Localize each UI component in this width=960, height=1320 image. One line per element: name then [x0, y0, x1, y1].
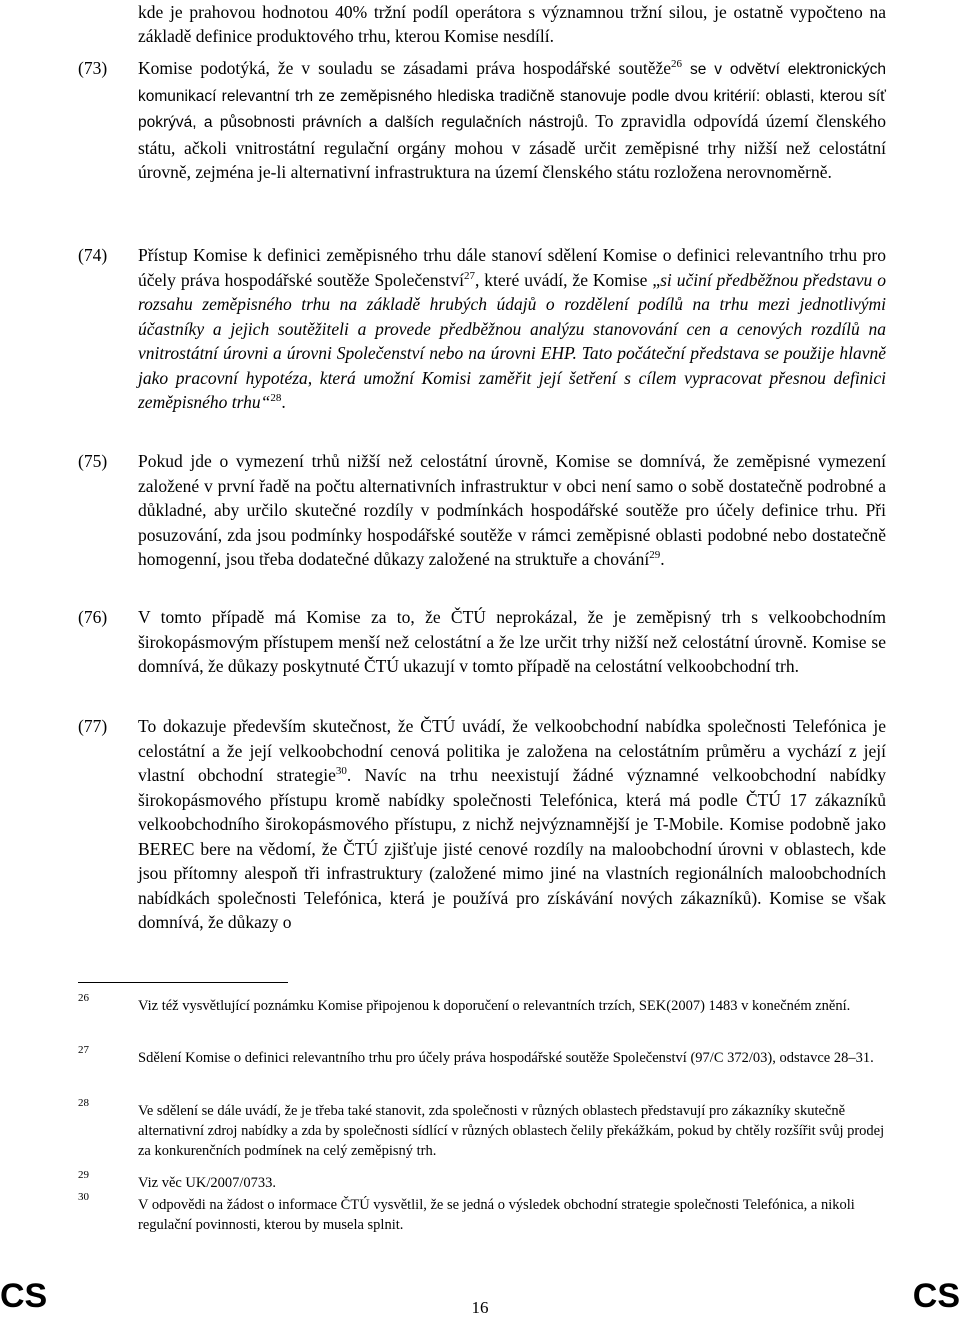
paragraph-body: To dokazuje především skutečnost, že ČTÚ uvádí, že velkoobchodní nabídka společnosti Telefónica je celostátní a že její velkoobchodní cenová politika je založena na celostátním průměru a vychází z její vlastní obchodní strategie$^{30}$. Navíc na trhu neexistují žádné významné velkoobchodní nabídky širokopásmového přístupu kromě nabídky společnosti Telefónica, která má podle ČTÚ 17 zákazníků velkoobchodního širokopásmového přístupu, z nichž nejvýznamnější je T-Mobile. Komise podobně jako BEREC bere na vědomí, že ČTÚ zjišťuje jisté cenové rozdíly na maloobchodní úrovni v oblastech, kde jsou přítomny alespoň tři infrastruktury (založené mimo jiné na vlastních regionálních maloobchodních nabídkách společnosti Telefónica, která je používá pro získávání nových zákazníků). Komise se však domnívá, že důkazy o — [138, 716, 886, 932]
footnote-number: 28 — [78, 1097, 89, 1109]
page-number: 16 — [471, 1298, 489, 1317]
footnote-ref-26[interactable]: 26 — [671, 58, 683, 70]
footnote-number: 26 — [78, 992, 89, 1004]
footnote-number: 30 — [78, 1191, 89, 1203]
footnote-text: Viz věc UK/2007/0733. — [138, 1175, 277, 1191]
footnote-ref-27[interactable]: 27 — [463, 269, 475, 282]
footnote-number: 27 — [78, 1044, 89, 1056]
footnote-separator — [78, 982, 288, 983]
paragraph-number: (77) — [78, 716, 108, 736]
paragraph-number: (76) — [78, 607, 108, 627]
footnote-text: Sdělení Komise o definici relevantního trhu pro účely práva hospodářské soutěže Společenství (97/C 372/03), odstavce 28–31. — [138, 1050, 874, 1066]
language-code-right: CS — [912, 1277, 960, 1315]
paragraph-body: V tomto případě má Komise za to, že ČTÚ neprokázal, že je zeměpisný trh s velkoobchodním širokopásmovým přístupem menší než celostátní a že lze určit trhy nižší než celostátní úrovně. Komise se domnívá, že důkazy poskytnuté ČTÚ ukazují v tomto případě na celostátní velkoobchodní trh. — [138, 607, 886, 676]
paragraph-number: (73) — [78, 58, 108, 78]
paragraph-number: (75) — [78, 451, 108, 471]
footnote-text: V odpovědi na žádost o informace ČTÚ vysvětlil, že se jedná o výsledek obchodní strategie společnosti Telefónica, a nikoli regulační povinnosti, kterou by musela splnit. — [138, 1197, 855, 1233]
paragraph-body: Přístup Komise k definici zeměpisného trhu dále stanoví sdělení Komise o definici relevantního trhu pro účely práva hospodářské soutěže Společenství$^{27}$, které uvádí, že Komise „si učiní předběžnou představu o rozsahu zeměpisného trhu na základě hrubých údajů o rozdělení podílů na trhu mezi jednotlivými účastníky a jejich soutěžiteli a provede předběžnou analýzu stanovování cen a cenových rozdílů na vnitrostátní úrovni a úrovni Společenství nebo na úrovni EHP. Tato počáteční představa se použije hlavně jako pracovní hypotéza, která umožní Komisi zaměřit její šetření s cílem vypracovat přesnou definici zeměpisného trhu“$^{28}$. — [138, 245, 886, 412]
language-code-left: CS — [0, 1277, 48, 1315]
footnote-text: Viz též vysvětlující poznámku Komise připojenou k doporučení o relevantních trzích, SEK(2007) 1483 v konečném znění. — [138, 998, 851, 1014]
footnote-number: 29 — [78, 1169, 89, 1181]
continuation-text: kde je prahovou hodnotou 40% tržní podíl operátora s významnou tržní silou, je ostatně vypočteno na základě definice produktového trhu, kterou Komise nesdílí. — [138, 2, 886, 46]
footnote-text: Ve sdělení se dále uvádí, že je třeba také stanovit, zda společnosti v různých oblastech představují pro zákazníky skutečně alternativní zdroj nabídky a zda by společnosti sídlící v různých oblastech čelily překážkám, pokud by chtěly rozšířit svůj prodej za konkurenčních podmínek na celý zeměpisný trh. — [138, 1103, 885, 1159]
paragraph-body: Pokud jde o vymezení trhů nižší než celostátní úrovně, Komise se domnívá, že zeměpisné vymezení založené v první řadě na počtu alternativních infrastruktur v obci není samo o sobě dostatečně podrobné a důkladné, aby určilo skutečné rozdíly v podmínkách hospodářské soutěže pro účely definice trhu. Při posuzování, zda jsou podmínky hospodářské soutěže v rámci zeměpisné oblasti podobné nebo dostatečně homogenní, jsou třeba dodatečné důkazy založené na struktuře a chování$^{29}$. — [138, 451, 886, 569]
page-footer — [0, 1276, 960, 1316]
footnote-ref-29[interactable]: 29 — [649, 549, 661, 561]
paragraph-number: (74) — [78, 245, 108, 265]
paragraph-body: Komise podotýká, že v souladu se zásadami práva hospodářské soutěže$^{26}$ se v odvětví elektronických komunikací relevantní trh ze zeměpisného hlediska tradičně stanovuje podle dvou kritérií: oblasti, kterou síť pokrývá, a působnosti právních a dalších regulačních nástrojů. To zpravidla odpovídá území členského státu, ačkoli vnitrostátní regulační orgány mohou v zásadě určit zeměpisné trhy nižší než celostátní úrovně, zejména je-li alternativní infrastruktura na území členského státu rozložena nerovnoměrně. — [138, 58, 886, 182]
quoted-text: si učiní předběžnou představu o rozsahu zeměpisného trhu na základě hrubých údajů o rozdělení podílů na trhu mezi jednotlivými účastníky a jejich soutěžiteli a provede předběžnou analýzu stanovování cen a cenových rozdílů na vnitrostátní úrovni a úrovni Společenství nebo na úrovni EHP. Tato počáteční představa se použije hlavně jako pracovní hypotéza, která umožní Komisi zaměřit její šetření s cílem vypracovat přesnou definici zeměpisného trhu — [138, 269, 886, 412]
footnote-ref-30[interactable]: 30 — [335, 765, 347, 777]
footnote-ref-28[interactable]: 28 — [270, 392, 282, 404]
